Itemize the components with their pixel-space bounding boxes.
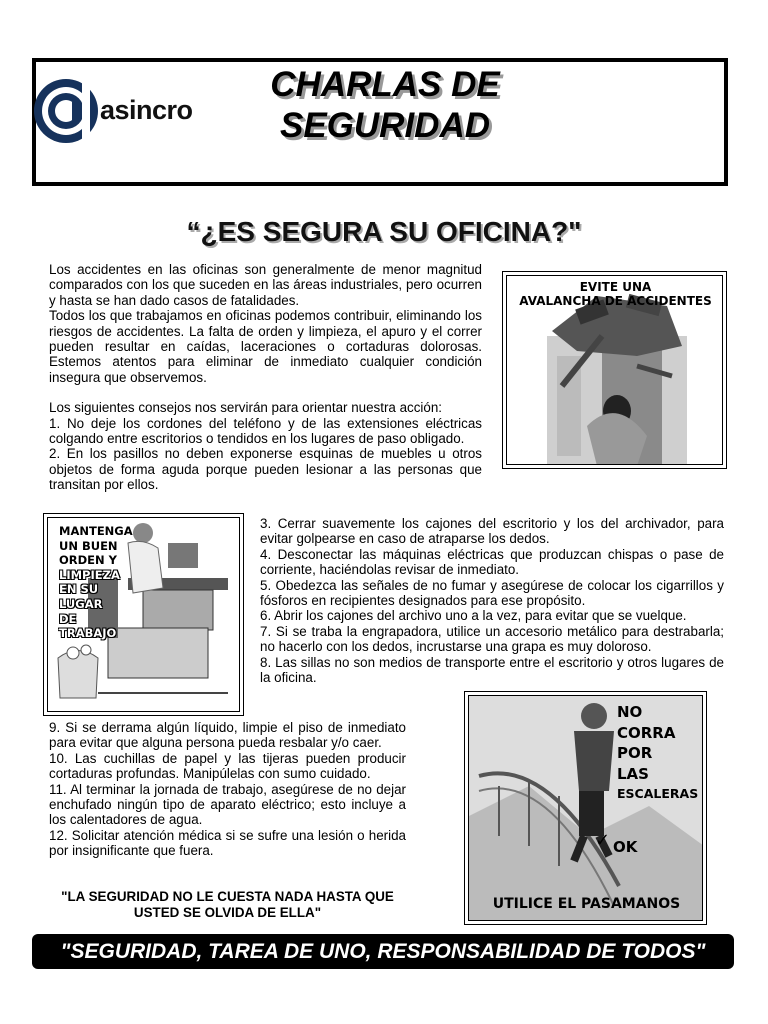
avalanche-illustration: [502, 271, 727, 469]
tip-item: 11. Al terminar la jornada de trabajo, asegúrese de no dejar enchufado ningún tipo de aparato eléctrico; esto incluye a los calentadores de agua.: [49, 781, 406, 828]
footer-banner: "SEGURIDAD, TAREA DE UNO, RESPONSABILIDAD DE TODOS": [32, 934, 734, 969]
check-icon: ✓: [595, 830, 611, 851]
stairs-caption-line: ESCALERAS: [617, 786, 699, 801]
avalanche-caption-1: EVITE UNA: [579, 280, 652, 294]
desk-caption-line: TRABAJO: [59, 626, 117, 641]
safety-quote: [49, 889, 406, 921]
desk-caption-line: UN BUEN: [59, 538, 118, 553]
stairs-caption-line: CORRA: [617, 723, 676, 742]
tip-item: 9. Si se derrama algún líquido, limpie el piso de inmediato para evitar que alguna persona pueda resbalar y/o caer.: [49, 720, 406, 751]
desk-illustration: [43, 513, 244, 716]
desk-caption-line: LIMPIEZA: [59, 567, 120, 582]
desk-caption-line: EN SU: [59, 582, 99, 597]
tip-item: 1. No deje los cordones del teléfono y de las extensiones eléctricas colgando entre escritorios o tendidos en los lugares de paso obligado.: [49, 415, 482, 447]
page-title: [230, 64, 540, 146]
desk-caption-line: ORDEN Y: [59, 553, 117, 568]
avalanche-caption-2: AVALANCHA DE ACCIDENTES: [519, 294, 712, 308]
stairs-caption-line: POR: [617, 744, 653, 762]
tip-item: 10. Las cuchillas de papel y las tijeras pueden producir cortaduras profundas. Manipúlelas con sumo cuidado.: [49, 750, 406, 782]
intro-paragraph: Los accidentes en las oficinas son generalmente de menor magnitud comparados con los que suceden en las áreas industriales, pero ocurren y hasta se han dado casos de fatalidades.: [49, 262, 482, 308]
quote-line-1: "LA SEGURIDAD NO LE CUESTA NADA HASTA QUE: [61, 889, 394, 904]
tip-item: 6. Abrir los cajones del archivo uno a la vez, para evitar que se vuelque.: [260, 608, 687, 624]
tips-bottom: [49, 720, 406, 859]
intro-paragraph: Todos los que trabajamos en oficinas podemos contribuir, eliminando los riesgos de accidentes. La falta de orden y limpieza, el apuro y el correr pueden resultar en caídas, laceraciones o cortaduras dolorosas. Estemos atentos para eliminar de inmediato cualquier condición insegura que observemos.: [49, 308, 482, 385]
stairs-bottom-caption: UTILICE EL PASAMANOS: [492, 896, 681, 912]
tips-middle: [260, 516, 724, 685]
stairs-illustration: [464, 691, 707, 925]
intro-paragraph: Los siguientes consejos nos servirán para orientar nuestra acción:: [49, 400, 443, 416]
desk-caption-line: LUGAR: [59, 596, 103, 611]
logo-text: asincro: [100, 95, 193, 125]
subtitle: “¿ES SEGURA SU OFICINA?": [186, 216, 582, 247]
stairs-ok: OK: [613, 838, 638, 856]
quote-line-2: USTED SE OLVIDA DE ELLA": [133, 905, 322, 920]
stairs-caption-line: NO: [617, 703, 643, 721]
intro-text: [49, 262, 482, 493]
tip-item: 5. Obedezca las señales de no fumar y asegúrese de colocar los cigarrillos y fósforos en recipientes designados para ese propósito.: [260, 577, 724, 609]
desk-caption-line: DE: [59, 611, 77, 626]
desk-caption-line: MANTENGA: [59, 524, 133, 538]
tip-item: 8. Las sillas no son medios de transporte entre el escritorio y otros lugares de la oficina.: [260, 654, 724, 686]
tip-item: 7. Si se traba la engrapadora, utilice un accesorio metálico para destrabarla; no hacerlo con los dedos, incrustarse una grapa es muy doloroso.: [260, 623, 724, 655]
title-line-2: SEGURIDAD: [279, 106, 491, 145]
tip-item: 12. Solicitar atención médica si se sufre una lesión o herida por insignificante que fuera.: [49, 827, 406, 859]
stairs-caption-line: LAS: [617, 764, 649, 783]
tip-item: 4. Desconectar las máquinas eléctricas que produzcan chispas o pase de corriente, haciéndolas revisar de inmediato.: [260, 546, 724, 578]
tip-item: 3. Cerrar suavemente los cajones del escritorio y los del archivador, para evitar golpearse en caso de atraparse los dedos.: [260, 516, 724, 547]
title-line-1: CHARLAS DE: [270, 65, 500, 104]
tip-item: 2. En los pasillos no deben exponerse esquinas de muebles u otros objetos de forma aguda porque pueden lesionar a las personas que transitan por ellos.: [49, 446, 482, 493]
